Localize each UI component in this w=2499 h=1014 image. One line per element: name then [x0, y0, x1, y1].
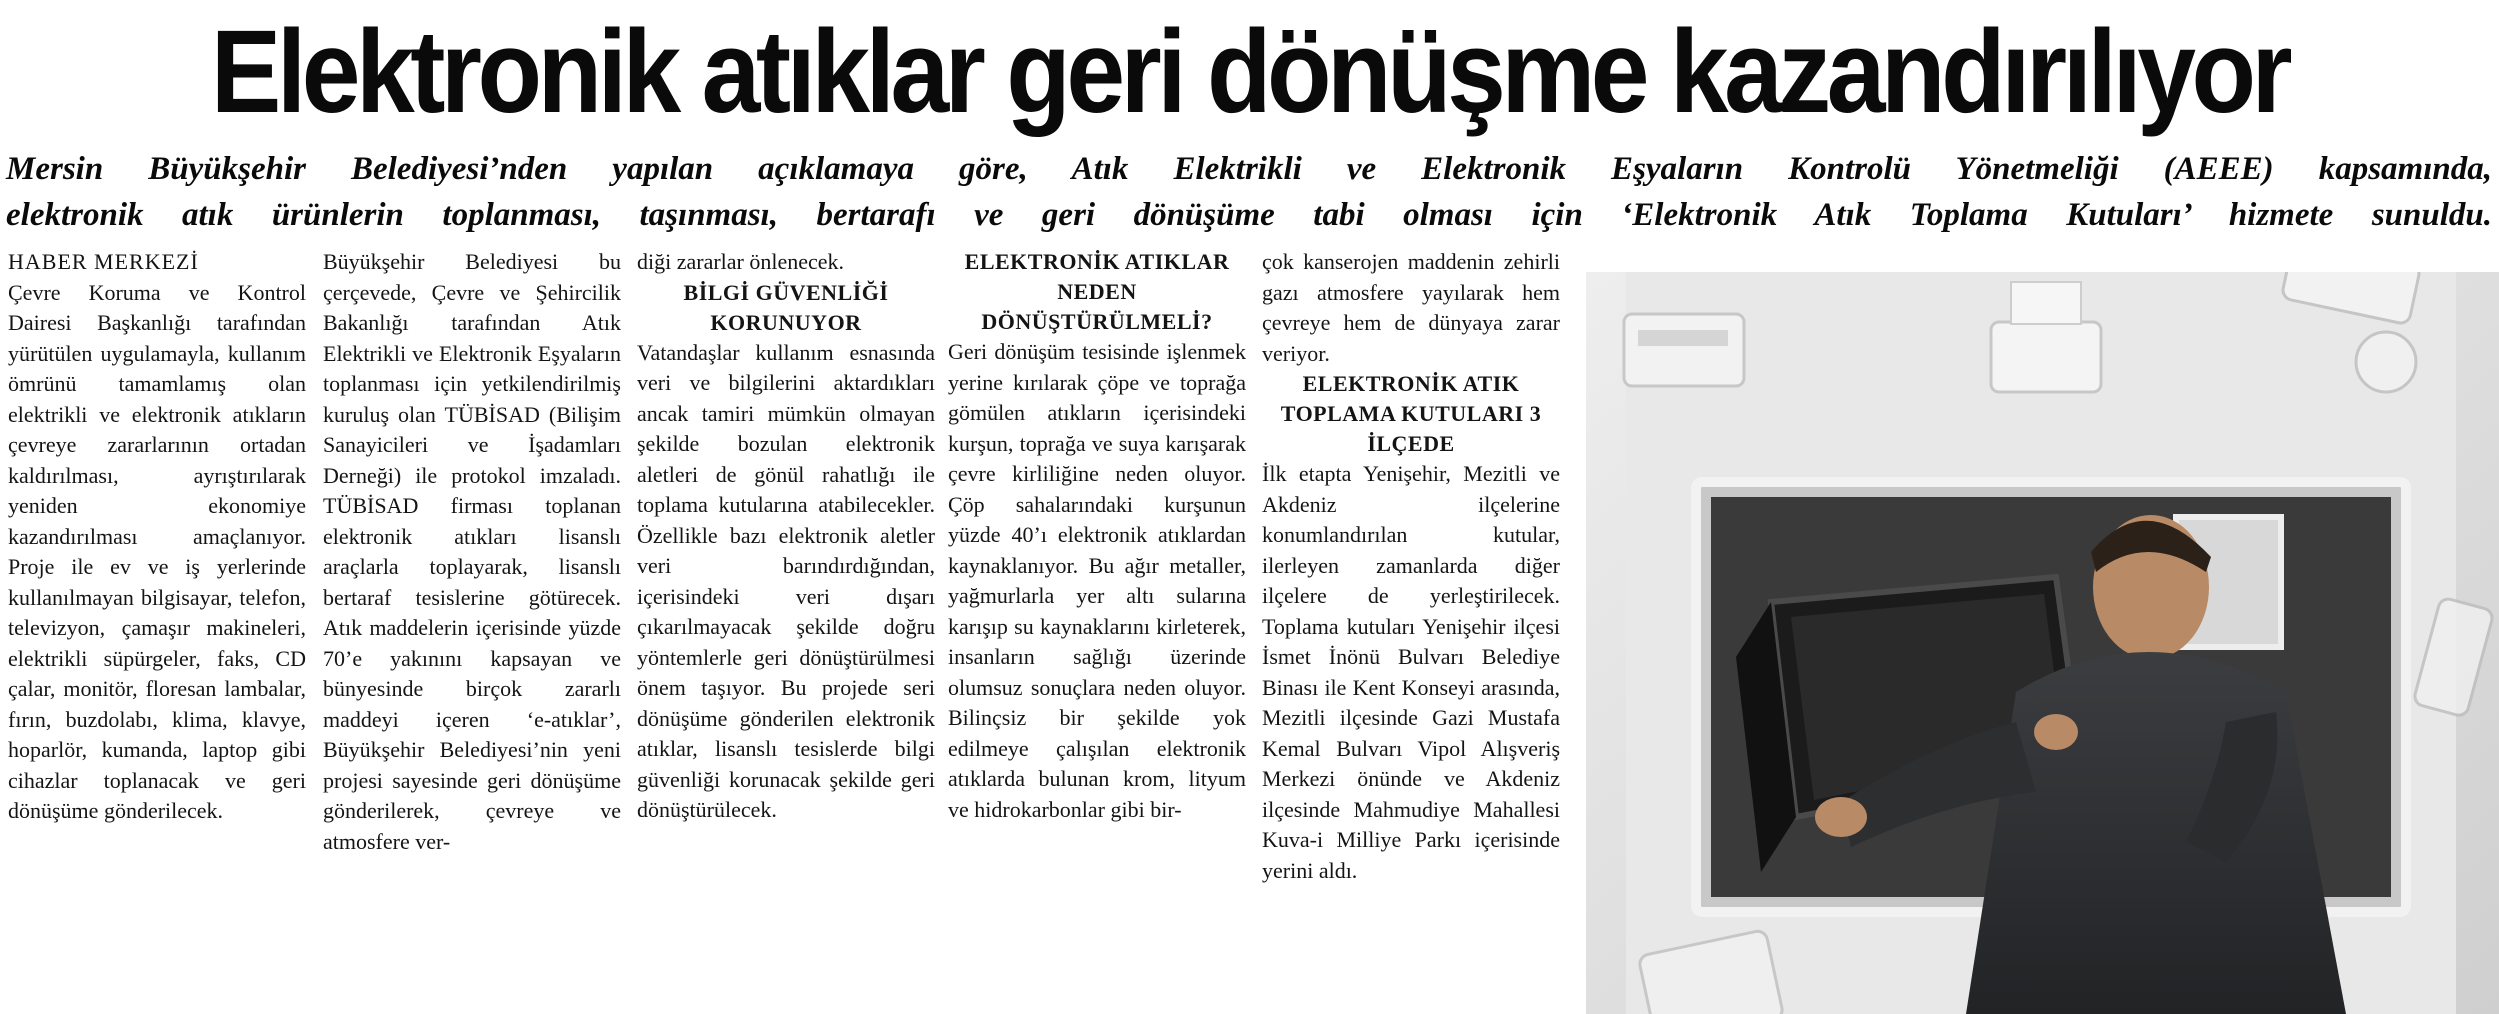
column-4-text: Geri dönüşüm tesisinde işlenmek yerine kırılarak çöpe ve toprağa gömülen atıkların içerisindeki kurşun, toprağa ve suya karışarak çevre kirliliğine neden oluyor. Çöp sahalarındaki kurşunun yüzde 40’ı elektronik atıklardan kaynaklanıyor. Bu ağır metaller, yağmurlarla yer altı sularına karışıp su kaynaklarını kirleterek, insanların sağlığı üzerinde olumsuz sonuçlara neden oluyor. Bilinçsiz bir şekilde yok edilmeye çalışılan elektronik atıklarda bulunan krom, lityum ve hidrokarbonlar gibi bir- [948, 339, 1246, 822]
article-column-2 [323, 247, 621, 1007]
headline: Elektronik atıklar geri dönüşme kazandırılıyor [210, 6, 2289, 138]
column-5-text: İlk etapta Yenişehir, Mezitli ve Akdeniz ilçelerine konumlandırılan kutular, ilerleyen zamanlarda diğer ilçelere de yerleştirilecek. Toplama kutuları Yenişehir ilçesi İsmet İnönü Bulvarı Belediye Binası ile Kent Konseyi arasında, Mezitli ilçesinde Gazi Mustafa Kemal Bulvarı Vipol Alışveriş Merkezi önünde ve Akdeniz ilçesinde Mahmudiye Mahallesi Kuva-i Milliye Parkı içerisinde yerini aldı. [1262, 461, 1560, 883]
column-3-text: Vatandaşlar kullanım esnasında veri ve bilgilerini aktardıkları ancak tamiri mümkün olmayan şekilde bozulan elektronik aletleri de gönül rahatlığı ile toplama kutularına atabilecekler. Özellikle bazı elektronik aletler veri barındırdığından, içerisindeki veri dışarı çıkarılmayacak şekilde doğru yöntemlerle geri dönüştürülmesi önem taşıyor. Bu projede seri dönüşüme gönderilen elektronik atıklar, lisanslı tesislerde bilgi güvenliği korunacak şekilde geri dönüştürülecek. [637, 339, 935, 822]
article-column-4 [948, 247, 1246, 1007]
lead-line-2: elektronik atık ürünlerin toplanması, taşınması, bertarafı ve geri dönüşüme tabi olması için ‘Elektronik Atık Toplama Kutuları’ hizmete sunuldu. [6, 197, 2492, 233]
column-1-text: Çevre Koruma ve Kontrol Dairesi Başkanlığı tarafından yürütülen uygulamayla, kullanım ömrünü tamamlamış olan elektrikli ve elektronik atıkların çevreye zararlarının ortadan kaldırılması, ayrıştırılarak yeniden ekonomiye kazandırılması amaçlanıyor. Proje ile ev ve iş yerlerinde kullanılmayan bilgisayar, telefon, televizyon, çamaşır makineleri, elektrikli süpürgeler, faks, CD çalar, monitör, floresan lambalar, fırın, buzdolabı, klima, klavye, hoparlör, kumanda, laptop gibi cihazlar toplanacak ve geri dönüşüme gönderilecek. [8, 279, 306, 823]
column-2-text: Büyükşehir Belediyesi bu çerçevede, Çevre ve Şehircilik Bakanlığı tarafından Atık Elektrikli ve Elektronik Eşyaların toplanması için yetkilendirilmiş kuruluş olan TÜBİSAD (Bilişim Sanayicileri ve İşadamları Derneği) ile protokol imzaladı. TÜBİSAD firması toplanan elektronik atıkları lisanslı araçlarla toplayarak, lisanslı bertaraf tesislerine götürecek. Atık maddelerin içerisinde yüzde 70’e yakınını kapsayan ve bünyesinde birçok zararlı maddeyi içeren ‘e-atıklar’, Büyükşehir Belediyesi’nin yeni projesi sayesinde geri dönüşüme gönderilerek, çevreye ve atmosfere ver- [323, 249, 621, 854]
column-5-continuation: çok kanserojen maddenin zehirli gazı atmosfere yayılarak hem çevreye hem de dünyaya zarar veriyor. [1262, 249, 1560, 366]
byline: HABER MERKEZİ [8, 249, 199, 274]
photo-illustration [1586, 272, 2499, 1014]
left-hand [1815, 797, 1867, 837]
lead-line-1: Mersin Büyükşehir Belediyesi’nden yapılan açıklamaya göre, Atık Elektrikli ve Elektronik Eşyaların Kontrolü Yönetmeliği (AEEE) kapsamında, [6, 151, 2492, 187]
radio-icon [1624, 314, 1744, 386]
article-column-1 [8, 247, 306, 1007]
subheading-bilgi-guvenligi: BİLGİ GÜVENLİĞİ KORUNUYOR [683, 279, 889, 335]
subheading-neden-donusturulmeli: ELEKTRONİK ATIKLAR NEDEN DÖNÜŞTÜRÜLMELİ? [964, 249, 1230, 334]
article-column-5 [1262, 247, 1560, 1007]
subheading-toplama-kutulari: ELEKTRONİK ATIK TOPLAMA KUTULARI 3 İLÇEDE [1280, 371, 1542, 456]
lead-paragraph [6, 146, 2492, 238]
right-hand [2034, 714, 2078, 750]
article-column-3 [637, 247, 935, 1007]
article-photo [1586, 272, 2499, 1014]
column-3-continuation: diği zararlar önlenecek. [637, 249, 845, 274]
